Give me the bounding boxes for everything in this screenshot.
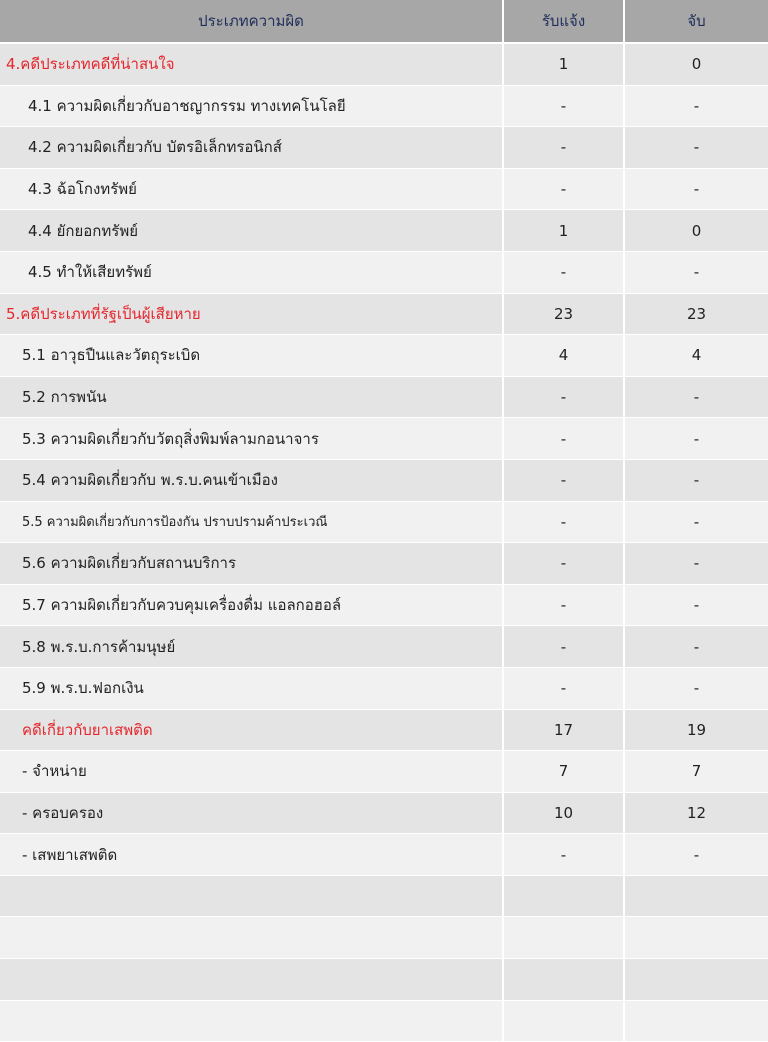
header-arrested: จับ xyxy=(624,0,768,43)
table-row xyxy=(0,85,768,127)
crime-type-label: 5.1 อาวุธปืนและวัตถุระเบิด xyxy=(0,335,503,377)
header-reported: รับแจ้ง xyxy=(503,0,624,43)
reported-count: - xyxy=(503,626,624,668)
table-row xyxy=(0,376,768,418)
crime-type-label: 5.7 ความผิดเกี่ยวกับควบคุมเครื่องดื่ม แอลกอฮอล์ xyxy=(0,584,503,626)
arrested-count: 23 xyxy=(624,293,768,335)
category-row xyxy=(0,43,768,85)
crime-type-label: 5.6 ความผิดเกี่ยวกับสถานบริการ xyxy=(0,543,503,585)
arrested-count: - xyxy=(624,626,768,668)
category-label: 4.คดีประเภทคดีที่น่าสนใจ xyxy=(0,43,503,85)
crime-type-label: 5.8 พ.ร.บ.การค้ามนุษย์ xyxy=(0,626,503,668)
arrested-count: - xyxy=(624,251,768,293)
table-row xyxy=(0,168,768,210)
crime-type-label: - จำหน่าย xyxy=(0,751,503,793)
arrested-count: - xyxy=(624,834,768,876)
reported-count: 17 xyxy=(503,709,624,751)
reported-count: - xyxy=(503,543,624,585)
arrested-count: 4 xyxy=(624,335,768,377)
table-row xyxy=(0,335,768,377)
arrested-count: - xyxy=(624,168,768,210)
category-row xyxy=(0,293,768,335)
arrested-count: - xyxy=(624,667,768,709)
table-row xyxy=(0,210,768,252)
arrested-count: - xyxy=(624,501,768,543)
table-row xyxy=(0,543,768,585)
crime-type-label: 5.3 ความผิดเกี่ยวกับวัตถุสิ่งพิมพ์ลามกอนาจาร xyxy=(0,418,503,460)
table-row xyxy=(0,751,768,793)
arrested-count: 19 xyxy=(624,709,768,751)
arrested-count: 0 xyxy=(624,210,768,252)
crime-type-label: 4.2 ความผิดเกี่ยวกับ บัตรอิเล็กทรอนิกส์ xyxy=(0,127,503,169)
arrested-count: - xyxy=(624,85,768,127)
crime-type-label: - เสพยาเสพติด xyxy=(0,834,503,876)
crime-type-label: 4.3 ฉ้อโกงทรัพย์ xyxy=(0,168,503,210)
reported-count: - xyxy=(503,127,624,169)
crime-type-label: 5.9 พ.ร.บ.ฟอกเงิน xyxy=(0,667,503,709)
empty-row xyxy=(0,875,768,917)
arrested-count: - xyxy=(624,459,768,501)
reported-count: - xyxy=(503,376,624,418)
crime-type-label: 4.1 ความผิดเกี่ยวกับอาชญากรรม ทางเทคโนโลยี xyxy=(0,85,503,127)
reported-count: 1 xyxy=(503,43,624,85)
arrested-count: - xyxy=(624,584,768,626)
category-row xyxy=(0,709,768,751)
arrested-count: 0 xyxy=(624,43,768,85)
table-row xyxy=(0,834,768,876)
table-row xyxy=(0,501,768,543)
table-row xyxy=(0,667,768,709)
table-row xyxy=(0,792,768,834)
crime-type-label: - ครอบครอง xyxy=(0,792,503,834)
arrested-count: - xyxy=(624,543,768,585)
reported-count: 23 xyxy=(503,293,624,335)
table-row xyxy=(0,626,768,668)
reported-count: - xyxy=(503,834,624,876)
reported-count: - xyxy=(503,251,624,293)
crime-type-label: 4.5 ทำให้เสียทรัพย์ xyxy=(0,251,503,293)
reported-count: - xyxy=(503,584,624,626)
reported-count: 4 xyxy=(503,335,624,377)
category-label: คดีเกี่ยวกับยาเสพติด xyxy=(0,709,503,751)
empty-row xyxy=(0,959,768,1001)
table-row xyxy=(0,459,768,501)
arrested-count: - xyxy=(624,127,768,169)
reported-count: - xyxy=(503,501,624,543)
crime-type-label: 4.4 ยักยอกทรัพย์ xyxy=(0,210,503,252)
reported-count: 1 xyxy=(503,210,624,252)
arrested-count: - xyxy=(624,418,768,460)
header-row xyxy=(0,0,768,43)
reported-count: - xyxy=(503,418,624,460)
crime-type-label: 5.2 การพนัน xyxy=(0,376,503,418)
reported-count: - xyxy=(503,85,624,127)
arrested-count: 12 xyxy=(624,792,768,834)
table-row xyxy=(0,584,768,626)
reported-count: - xyxy=(503,667,624,709)
empty-row xyxy=(0,1000,768,1042)
table-row xyxy=(0,127,768,169)
category-label: 5.คดีประเภทที่รัฐเป็นผู้เสียหาย xyxy=(0,293,503,335)
reported-count: - xyxy=(503,459,624,501)
table-row xyxy=(0,251,768,293)
arrested-count: 7 xyxy=(624,751,768,793)
table-row xyxy=(0,418,768,460)
crime-type-label: 5.4 ความผิดเกี่ยวกับ พ.ร.บ.คนเข้าเมือง xyxy=(0,459,503,501)
reported-count: 10 xyxy=(503,792,624,834)
empty-row xyxy=(0,917,768,959)
header-crime-type: ประเภทความผิด xyxy=(0,0,503,43)
crime-type-label: 5.5 ความผิดเกี่ยวกับการป้องกัน ปราบปรามค้าประเวณี xyxy=(0,501,503,543)
reported-count: 7 xyxy=(503,751,624,793)
arrested-count: - xyxy=(624,376,768,418)
reported-count: - xyxy=(503,168,624,210)
